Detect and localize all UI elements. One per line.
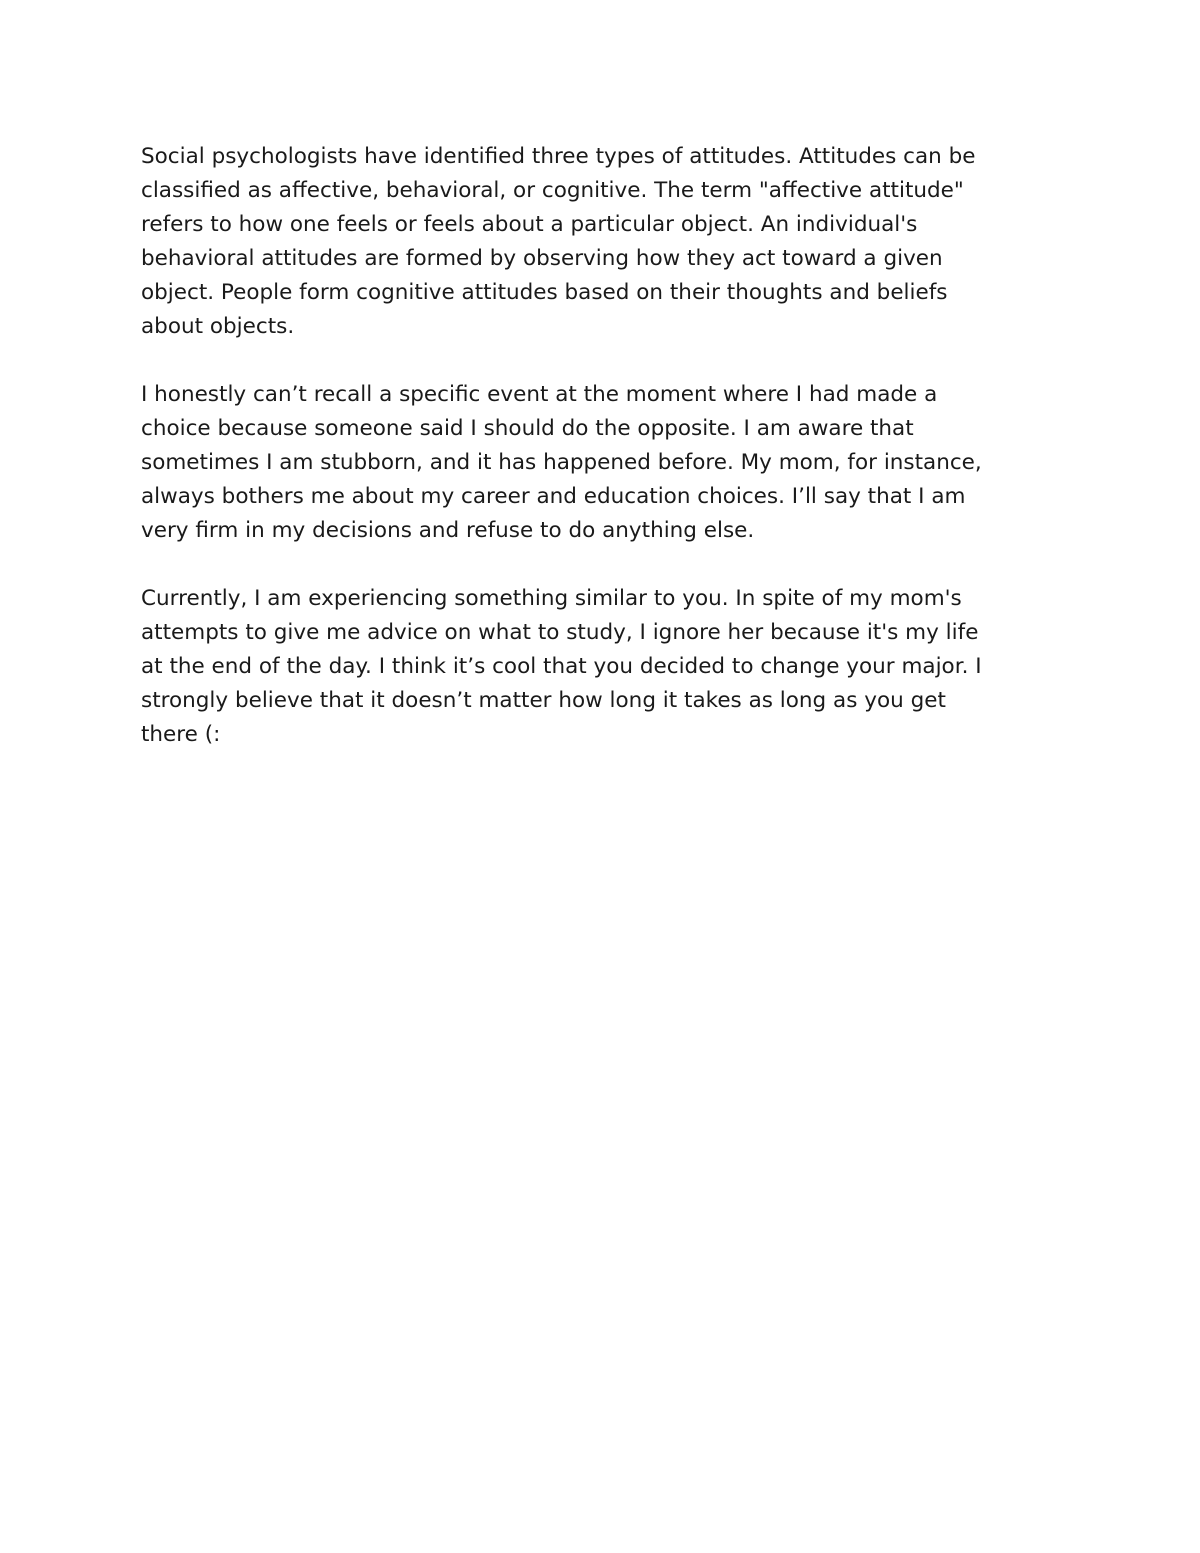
paragraph-spacer xyxy=(141,548,1071,582)
text-line: Social psychologists have identified three types of attitudes. Attitudes can be xyxy=(141,144,976,169)
text-line: always bothers me about my career and education choices. I’ll say that I am xyxy=(141,484,966,509)
text-line: very firm in my decisions and refuse to do anything else. xyxy=(141,518,755,543)
text-line: attempts to give me advice on what to study, I ignore her because it's my life xyxy=(141,620,979,645)
paragraph-spacer xyxy=(141,344,1071,378)
document-body xyxy=(141,140,1071,752)
paragraph-reply xyxy=(141,582,1071,752)
paragraph-personal-experience xyxy=(141,378,1071,548)
paragraph-attitude-types xyxy=(141,140,1071,344)
text-line: I honestly can’t recall a specific event at the moment where I had made a xyxy=(141,382,938,407)
text-line: object. People form cognitive attitudes based on their thoughts and beliefs xyxy=(141,280,948,305)
text-line: classified as affective, behavioral, or cognitive. The term "affective attitude" xyxy=(141,178,964,203)
text-line: choice because someone said I should do the opposite. I am aware that xyxy=(141,416,914,441)
text-line: sometimes I am stubborn, and it has happened before. My mom, for instance, xyxy=(141,450,982,475)
text-line: about objects. xyxy=(141,314,295,339)
text-line: behavioral attitudes are formed by observing how they act toward a given xyxy=(141,246,943,271)
text-line: refers to how one feels or feels about a particular object. An individual's xyxy=(141,212,918,237)
text-line: Currently, I am experiencing something similar to you. In spite of my mom's xyxy=(141,586,962,611)
text-line: at the end of the day. I think it’s cool that you decided to change your major. I xyxy=(141,654,982,679)
text-line: there (: xyxy=(141,722,221,747)
text-line: strongly believe that it doesn’t matter how long it takes as long as you get xyxy=(141,688,946,713)
